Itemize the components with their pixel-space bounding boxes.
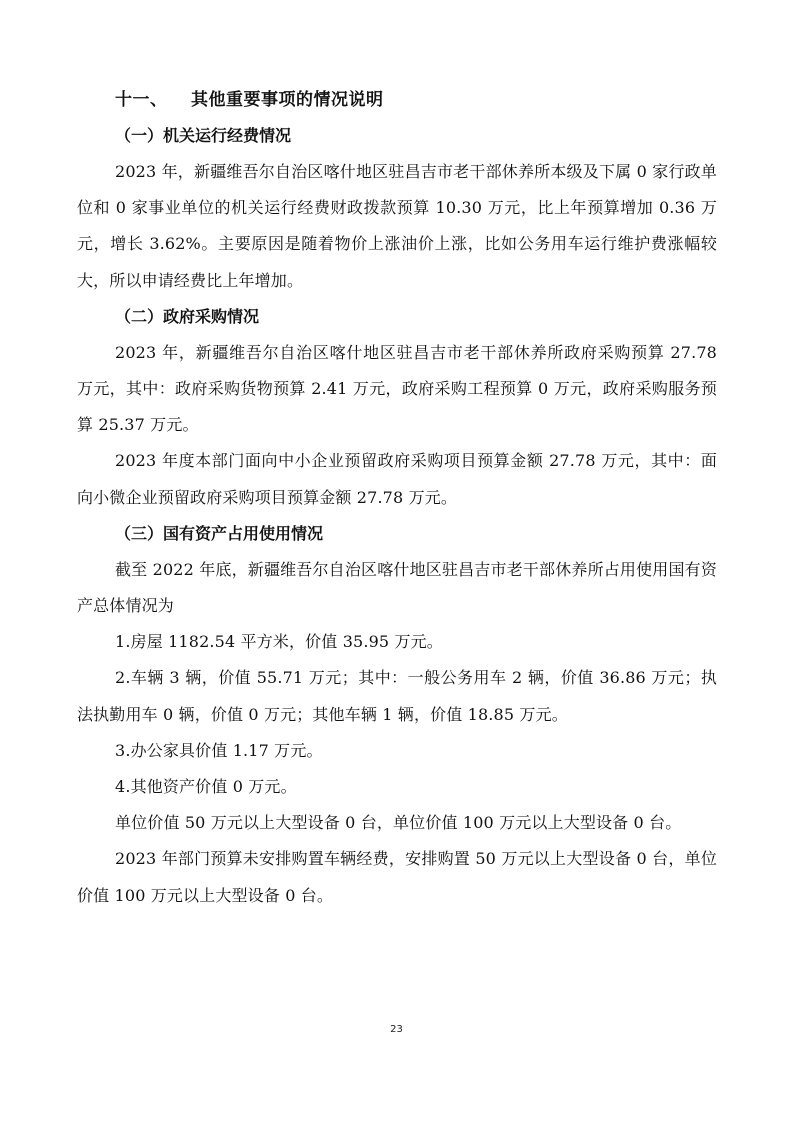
list-item-vehicles: 2.车辆 3 辆，价值 55.71 万元；其中：一般公务用车 2 辆，价值 36.86 万元；执法执勤用车 0 辆，价值 0 万元；其他车辆 1 辆，价值 18.85 万元。 [77,668,717,724]
paragraph-sme-procurement: 2023 年度本部门面向中小企业预留政府采购项目预算金额 27.78 万元，其中：面向小微企业预留政府采购项目预算金额 27.78 万元。 [77,451,717,507]
page-number: 23 [390,1024,403,1035]
paragraph-procurement-budget: 2023 年，新疆维吾尔自治区喀什地区驻昌吉市老干部休养所政府采购预算 27.78 万元，其中：政府采购货物预算 2.41 万元，政府采购工程预算 0 万元，政府采购服务预算 25.37 万元。 [77,342,717,435]
paragraph-operating-expenses: 2023 年，新疆维吾尔自治区喀什地区驻昌吉市老干部休养所本级及下属 0 家行政单位和 0 家事业单位的机关运行经费财政拨款预算 10.30 万元，比上年预算增加 0.36 万元，增长 3.62%。主要原因是随着物价上涨油价上涨，比如公务用车运行维护费涨幅较大，所以申请经费比上年增加。 [77,162,717,290]
paragraph-large-equipment: 单位价值 50 万元以上大型设备 0 台，单位价值 100 万元以上大型设备 0 台。 [115,813,682,833]
paragraph-purchase-plan: 2023 年部门预算未安排购置车辆经费，安排购置 50 万元以上大型设备 0 台，单位价值 100 万元以上大型设备 0 台。 [77,849,717,905]
subsection-heading-2: （二）政府采购情况 [115,306,260,326]
page-content [77,82,717,914]
section-title: 其他重要事项的情况说明 [191,90,384,110]
list-item-other-assets: 4.其他资产价值 0 万元。 [115,777,297,797]
section-heading [77,82,717,118]
list-item-housing: 1.房屋 1182.54 平方米，价值 35.95 万元。 [115,632,443,652]
subsection-heading-1: （一）机关运行经费情况 [115,126,292,145]
list-item-furniture: 3.办公家具价值 1.17 万元。 [115,740,323,760]
section-number: 十一、 [115,90,168,110]
subsection-heading-3: （三）国有资产占用使用情况 [115,523,324,543]
paragraph-assets-intro: 截至 2022 年底，新疆维吾尔自治区喀什地区驻昌吉市老干部休养所占用使用国有资产总体情况为 [77,559,717,616]
